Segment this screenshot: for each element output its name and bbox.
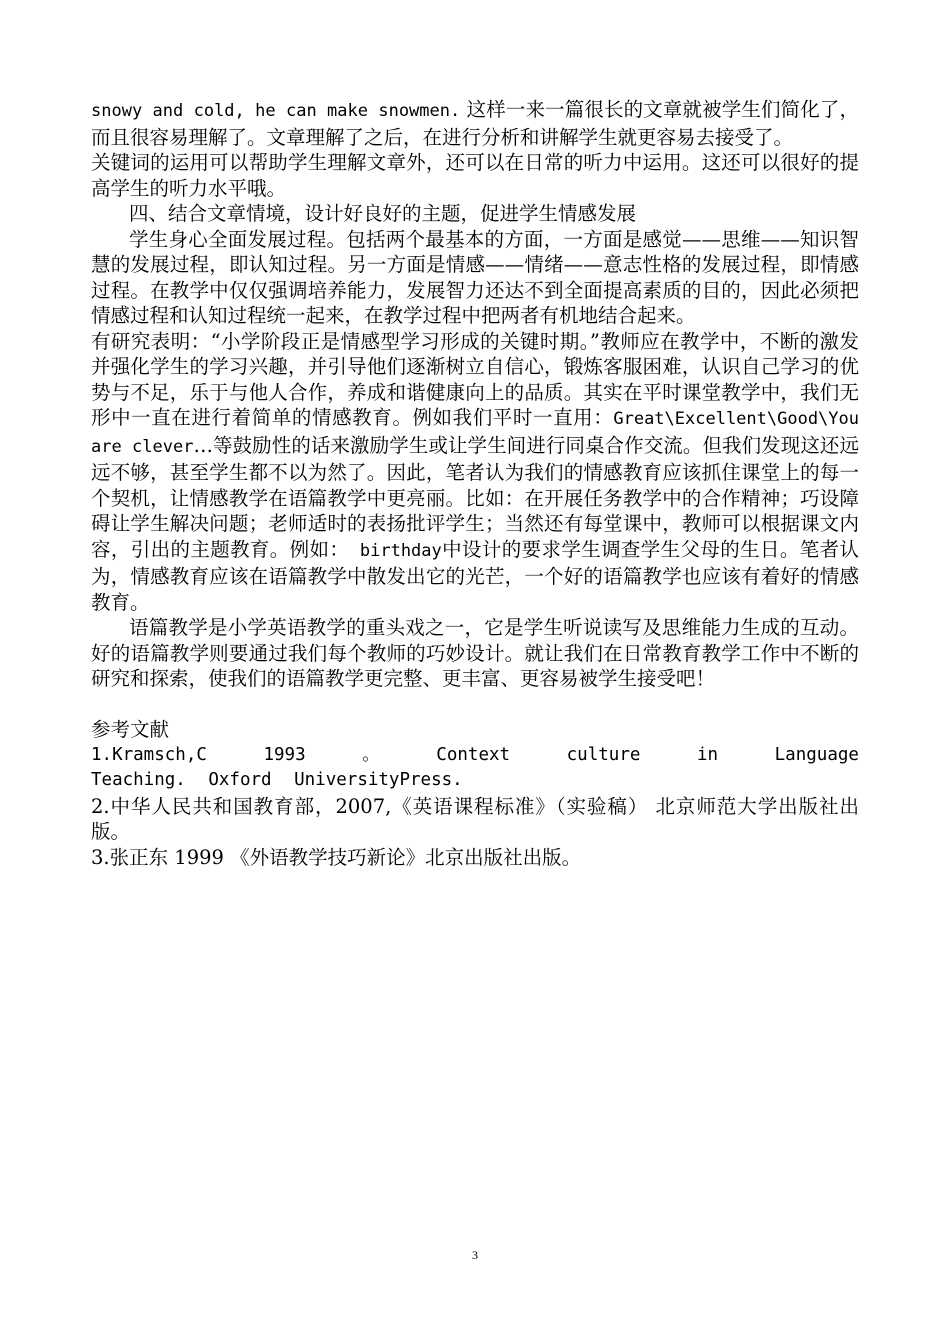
paragraph-keywords: 关键词的运用可以帮助学生理解文章外，还可以在日常的听力中运用。这还可以很好的提高学生的听力水平哦。 (91, 151, 859, 200)
ref1-word-context: Context (436, 744, 511, 765)
section-heading-four: 四、结合文章情境，设计好良好的主题，促进学生情感发展 (129, 202, 637, 225)
paragraph-research-text-a: 有研究表明：“小学阶段正是情感型学习形成的关键时期。”教师应在教学中，不断的激发并强化学生的学习兴趣，并引导他们逐渐树立自信心，锻炼客服困难，认识自己学习的优势与不足，乐于与他人合作，养成和谐健康向上的品质。其实在平时课堂教学中，我们无形中一直在进行着简单的情感教育。例如我们平时一直用： (91, 329, 859, 429)
paragraph-snowmen (91, 97, 859, 150)
reference-1-line-2: Teaching. Oxford UniversityPress. (91, 770, 463, 790)
document-page (91, 97, 859, 870)
paragraph-conclusion: 语篇教学是小学英语教学的重头戏之一，它是学生听说读写及思维能力生成的互动。好的语篇教学则要通过我们每个教师的巧妙设计。就让我们在日常教育教学工作中不断的研究和探索，使我们的语篇教学更完整、更丰富、更容易被学生接受吧！ (91, 616, 859, 690)
ref1-word-in: in (696, 744, 719, 765)
paragraph-snowmen-text: 这样一来一篇很长的文章就被学生们简化了，而且很容易理解了。文章理解了之后，在进行分析和讲解学生就更容易去接受了。 (91, 98, 859, 149)
page-number: 3 (472, 1248, 478, 1262)
ref1-word-language: Language (774, 744, 859, 765)
english-sentence: snowy and cold, he can make snowmen. (91, 101, 461, 121)
paragraph-development: 学生身心全面发展过程。包括两个最基本的方面，一方面是感觉——思维——知识智慧的发展过程，即认知过程。另一方面是情感——情绪——意志性格的发展过程，即情感过程。在教学中仅仅强调培养能力，发展智力还达不到全面提高素质的目的，因此必须把情感过程和认知过程统一起来，在教学过程中把两者有机地结合起来。 (91, 227, 859, 327)
reference-2: 2.中华人民共和国教育部，2007,《英语课程标准》（实验稿） 北京师范大学出版社出版。 (91, 794, 859, 843)
paragraph-research-text-c: 中设计的要求学生调查学生父母的生日。笔者认为，情感教育应该在语篇教学中散发出它的光芒，一个好的语篇教学也应该有着好的情感教育。 (91, 537, 859, 614)
paragraph-research-text-b: …等鼓励性的话来激励学生或让学生间进行同桌合作交流。但我们发现这还远远不够，甚至学生都不以为然了。因此，笔者认为我们的情感教育应该抓住课堂上的每一个契机，让情感教学在语篇教学中更亮丽。比如：在开展任务教学中的合作精神；巧设障碍让学生解决问题；老师适时的表扬批评学生；当然还有每堂课中，教师可以根据课文内容，引出的主题教育。例如： (91, 433, 859, 561)
references-heading: 参考文献 (91, 718, 170, 741)
reference-3: 3.张正东 1999 《外语教学技巧新论》北京出版社出版。 (91, 845, 582, 869)
ref1-author: 1.Kramsch,C (91, 744, 207, 765)
ref1-punct: 。 (362, 744, 380, 765)
ref1-year: 1993 (263, 744, 306, 765)
ref1-word-culture: culture (566, 744, 641, 765)
birthday-word: birthday (349, 540, 442, 561)
reference-1 (91, 743, 859, 794)
praise-words: Great\Excellent\Good\You are clever (91, 409, 859, 457)
reference-1-line-1 (91, 743, 859, 769)
paragraph-research (91, 329, 859, 616)
blank-line (91, 692, 859, 718)
